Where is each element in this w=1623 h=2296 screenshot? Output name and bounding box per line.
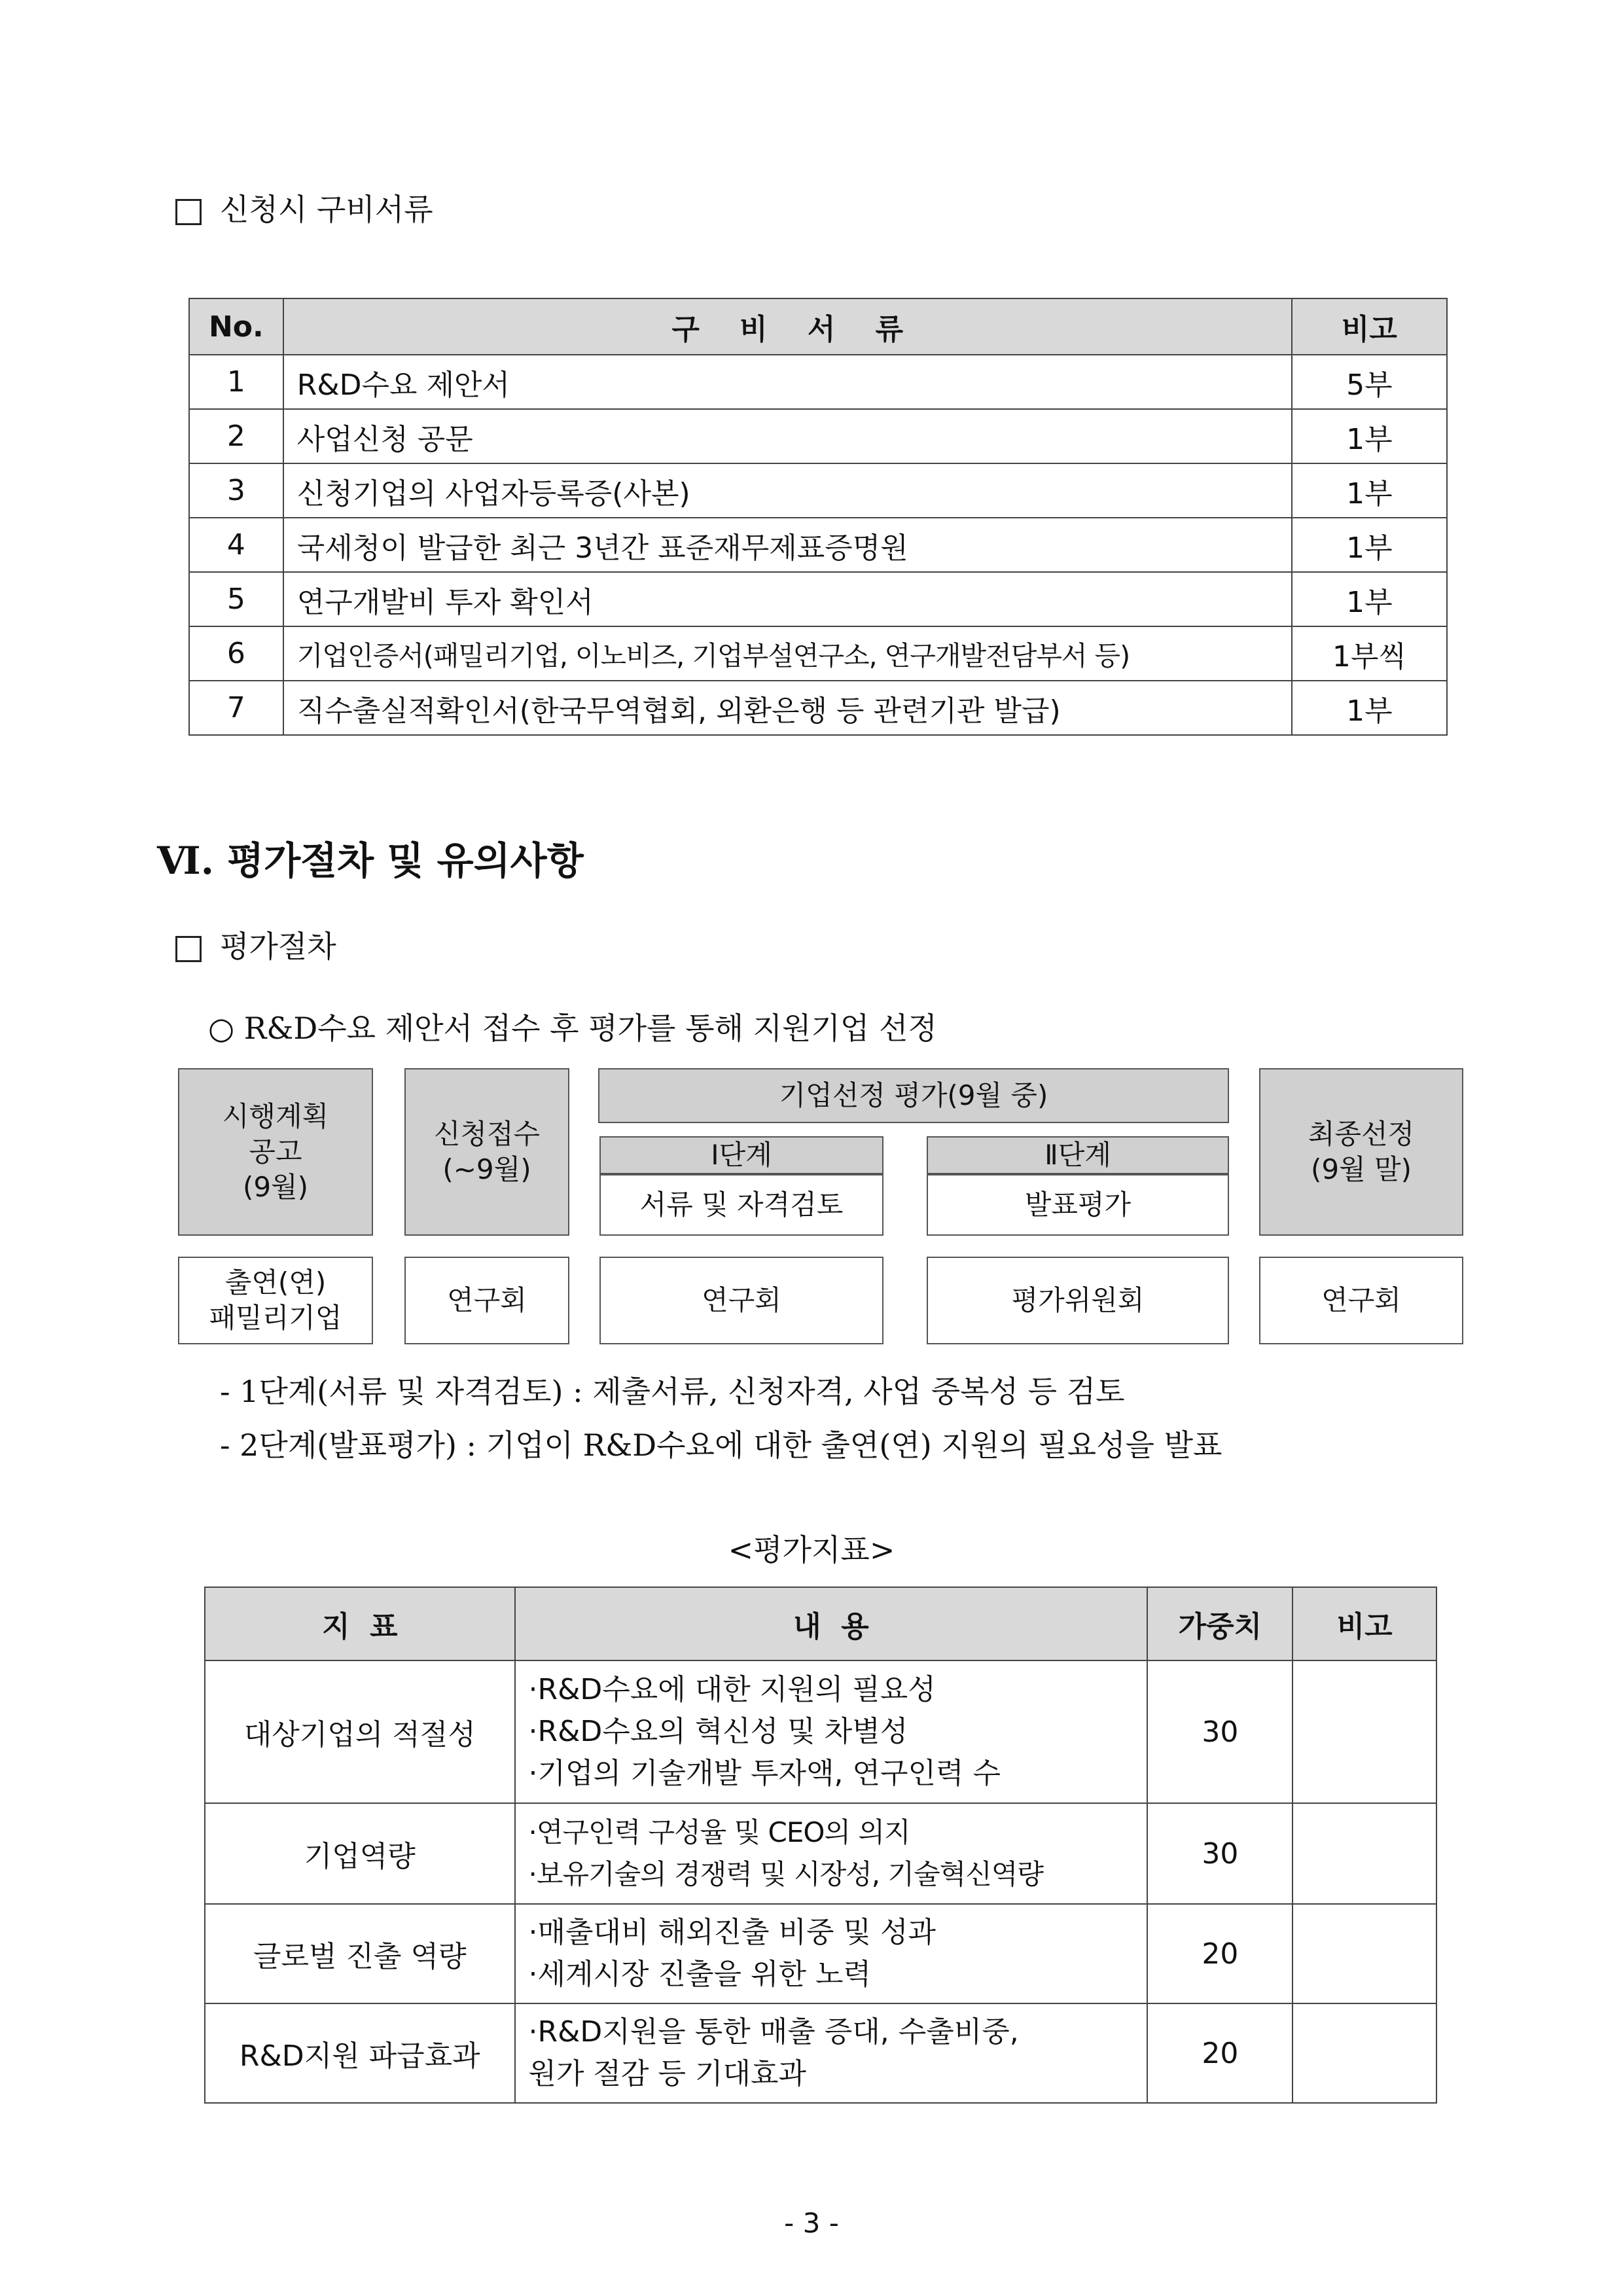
row-no: 6 <box>189 626 283 681</box>
row-remark: 1부 <box>1292 681 1447 735</box>
flow-step-application: 신청접수 (~9월) <box>404 1068 569 1236</box>
checkbox-square-icon <box>175 936 202 962</box>
table-row <box>189 626 1447 681</box>
note-stage1: - 1단계(서류 및 자격검토) : 제출서류, 신청자격, 사업 중복성 등 검토 <box>220 1374 1125 1409</box>
flow-stage1-content: 서류 및 자격검토 <box>599 1174 883 1236</box>
table-row <box>189 409 1447 463</box>
flow-actor: 평가위원회 <box>927 1257 1229 1344</box>
col-header-no: No. <box>189 298 283 355</box>
row-no: 3 <box>189 463 283 518</box>
row-no: 7 <box>189 681 283 735</box>
section1-heading: 신청시 구비서류 <box>175 190 433 229</box>
col-header-content: 내 용 <box>515 1587 1148 1660</box>
indicator-cell: R&D지원 파급효과 <box>205 2003 515 2103</box>
remark-cell <box>1293 1660 1436 1803</box>
content-cell: ·매출대비 해외진출 비중 및 성과 ·세계시장 진출을 위한 노력 <box>515 1904 1148 2003</box>
row-document: R&D수요 제안서 <box>283 355 1292 409</box>
table-header-row <box>189 298 1447 355</box>
flow-actor: 연구회 <box>1259 1257 1463 1344</box>
row-remark: 1부 <box>1292 572 1447 626</box>
content-cell: ·연구인력 구성율 및 CEO의 의지 ·보유기술의 경쟁력 및 시장성, 기술혁신역량 <box>515 1803 1148 1904</box>
row-remark: 1부 <box>1292 463 1447 518</box>
table-row <box>189 463 1447 518</box>
page-number: - 3 - <box>784 2207 839 2239</box>
flow-evaluation-header: 기업선정 평가(9월 중) <box>598 1068 1229 1123</box>
row-document: 연구개발비 투자 확인서 <box>283 572 1292 626</box>
col-header-remarks: 비고 <box>1293 1587 1436 1660</box>
table-caption: <평가지표> <box>728 1532 895 1568</box>
row-document: 기업인증서(패밀리기업, 이노비즈, 기업부설연구소, 연구개발전담부서 등) <box>283 626 1292 681</box>
flow-stage2-label: Ⅱ단계 <box>927 1136 1229 1174</box>
weight-cell: 20 <box>1147 1904 1293 2003</box>
flow-step-final-selection: 최종선정 (9월 말) <box>1259 1068 1463 1236</box>
row-document: 직수출실적확인서(한국무역협회, 외환은행 등 관련기관 발급) <box>283 681 1292 735</box>
table-row <box>189 518 1447 572</box>
table-row <box>189 681 1447 735</box>
col-header-documents: 구 비 서 류 <box>283 298 1292 355</box>
weight-cell: 20 <box>1147 2003 1293 2103</box>
indicator-cell: 기업역량 <box>205 1803 515 1904</box>
flow-actor: 연구회 <box>599 1257 883 1344</box>
remark-cell <box>1293 1803 1436 1904</box>
table-row <box>205 1803 1436 1904</box>
row-document: 신청기업의 사업자등록증(사본) <box>283 463 1292 518</box>
col-header-remarks: 비고 <box>1292 298 1447 355</box>
flow-actor: 연구회 <box>404 1257 569 1344</box>
intro-line: ○ R&D수요 제안서 접수 후 평가를 통해 지원기업 선정 <box>208 1011 937 1046</box>
col-header-indicator: 지 표 <box>205 1587 515 1660</box>
remark-cell <box>1293 2003 1436 2103</box>
flow-stage2-content: 발표평가 <box>927 1174 1229 1236</box>
row-no: 2 <box>189 409 283 463</box>
row-no: 1 <box>189 355 283 409</box>
weight-cell: 30 <box>1147 1803 1293 1904</box>
row-no: 5 <box>189 572 283 626</box>
table-row <box>205 1904 1436 2003</box>
checkbox-square-icon <box>175 199 202 225</box>
table-header-row <box>205 1587 1436 1660</box>
table-row <box>189 572 1447 626</box>
table-row <box>189 355 1447 409</box>
row-document: 국세청이 발급한 최근 3년간 표준재무제표증명원 <box>283 518 1292 572</box>
weight-cell: 30 <box>1147 1660 1293 1803</box>
col-header-weight: 가중치 <box>1147 1587 1293 1660</box>
row-document: 사업신청 공문 <box>283 409 1292 463</box>
evaluation-table <box>204 1587 1437 2104</box>
remark-cell <box>1293 1904 1436 2003</box>
row-remark: 1부씩 <box>1292 626 1447 681</box>
row-no: 4 <box>189 518 283 572</box>
table-row <box>205 1660 1436 1803</box>
flow-actor: 출연(연) 패밀리기업 <box>178 1257 373 1344</box>
section2-subheading: 평가절차 <box>175 927 336 966</box>
row-remark: 1부 <box>1292 409 1447 463</box>
content-cell: ·R&D지원을 통한 매출 증대, 수출비중, 원가 절감 등 기대효과 <box>515 2003 1148 2103</box>
content-cell: ·R&D수요에 대한 지원의 필요성 ·R&D수요의 혁신성 및 차별성 ·기업의 기술개발 투자액, 연구인력 수 <box>515 1660 1148 1803</box>
table-row <box>205 2003 1436 2103</box>
note-stage2: - 2단계(발표평가) : 기업이 R&D수요에 대한 출연(연) 지원의 필요성을 발표 <box>220 1427 1222 1463</box>
section-title: Ⅵ. 평가절차 및 유의사항 <box>157 838 584 883</box>
indicator-cell: 글로벌 진출 역량 <box>205 1904 515 2003</box>
row-remark: 5부 <box>1292 355 1447 409</box>
indicator-cell: 대상기업의 적절성 <box>205 1660 515 1803</box>
documents-table <box>188 298 1448 736</box>
flow-stage1-label: Ⅰ단계 <box>599 1136 883 1174</box>
flow-step-announcement: 시행계획 공고 (9월) <box>178 1068 373 1236</box>
row-remark: 1부 <box>1292 518 1447 572</box>
